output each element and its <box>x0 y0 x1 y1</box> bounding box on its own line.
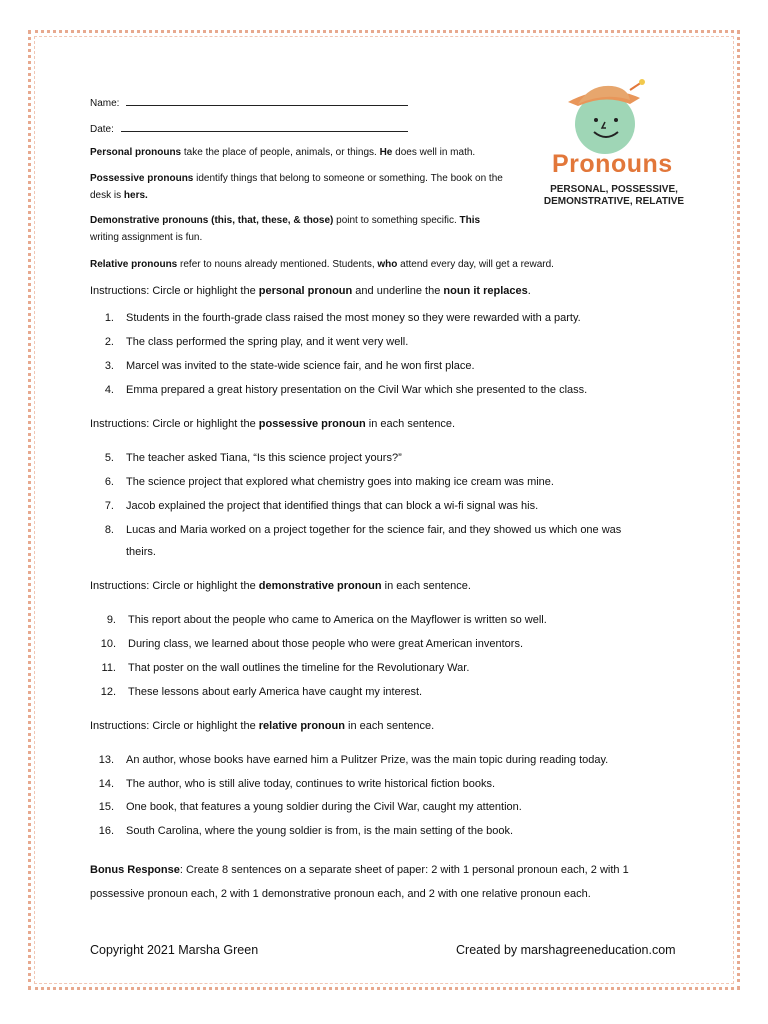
list-item: 11. That poster on the wall outlines the timeline for the Revolutionary War. <box>101 662 470 674</box>
instructions-personal: Instructions: Circle or highlight the personal pronoun and underline the noun it replaces. <box>90 285 531 297</box>
date-label: Date: <box>90 124 114 135</box>
logo-title: Pronouns <box>552 150 673 178</box>
list-item: 13. An author, whose books have earned him a Pulitzer Prize, was the main topic during reading today. <box>98 754 609 766</box>
name-label: Name: <box>90 98 120 109</box>
instructions-possessive: Instructions: Circle or highlight the possessive pronoun in each sentence. <box>90 418 456 430</box>
date-line[interactable] <box>121 121 408 132</box>
date-field[interactable] <box>90 121 408 135</box>
definition-possessive: Possessive pronouns identify things that belong to someone or something. The book on the desk is hers. <box>90 173 503 201</box>
logo-subtitle: PERSONAL, POSSESSIVE, DEMONSTRATIVE, RELATIVE <box>543 184 685 207</box>
name-line[interactable] <box>126 95 408 106</box>
list-item: 15. One book, that features a young soldier during the Civil War, caught my attention. <box>98 801 522 813</box>
copyright-text: Copyright 2021 Marsha Green <box>90 943 259 957</box>
list-item: 14. The author, who is still alive today, continues to write historical fiction books. <box>98 778 496 790</box>
list-item: 8. Lucas and Maria worked on a project together for the science fair, and they showed us which one was <box>104 524 622 536</box>
definition-demonstrative: Demonstrative pronouns (this, that, these, & those) point to something specific. This writing assignment is fun. <box>90 215 481 243</box>
list-item: 10. During class, we learned about those people who were great American inventors. <box>100 638 524 650</box>
list-item: 6. The science project that explored what chemistry goes into making ice cream was mine. <box>104 476 554 488</box>
list-item: 4. Emma prepared a great history presentation on the Civil War which she presented to the class. <box>104 384 588 396</box>
definition-personal: Personal pronouns take the place of people, animals, or things. He does well in math. <box>90 147 476 158</box>
definition-relative: Relative pronouns refer to nouns already mentioned. Students, who attend every day, will get a reward. <box>90 259 554 270</box>
list-item: 2. The class performed the spring play, and it went very well. <box>104 336 409 348</box>
list-item: 3. Marcel was invited to the state-wide science fair, and he won first place. <box>104 360 475 372</box>
instructions-demonstrative: Instructions: Circle or highlight the demonstrative pronoun in each sentence. <box>90 580 471 592</box>
list-item: 9. This report about the people who came to America on the Mayflower is written so well. <box>106 614 547 626</box>
list-item-continued: theirs. <box>126 546 156 558</box>
bonus-response: Bonus Response: Create 8 sentences on a separate sheet of paper: 2 with 1 personal pronoun each, 2 with 1 possessive pronoun each, 2 with 1 demonstrative pronoun each, and 2 with one relative pronoun each. <box>90 864 629 900</box>
list-item: 12. These lessons about early America have caught my interest. <box>100 686 423 698</box>
list-item: 1. Students in the fourth-grade class raised the most money so they were rewarded with a party. <box>104 312 581 324</box>
list-item: 16. South Carolina, where the young soldier is from, is the main setting of the book. <box>98 825 514 837</box>
list-item: 7. Jacob explained the project that identified things that can block a wi-fi signal was his. <box>104 500 539 512</box>
name-field[interactable] <box>90 95 408 109</box>
created-by-text: Created by marshagreeneducation.com <box>456 943 676 957</box>
pronoun-character-icon <box>560 76 660 156</box>
list-item: 5. The teacher asked Tiana, “Is this science project yours?” <box>104 452 402 464</box>
instructions-relative: Instructions: Circle or highlight the relative pronoun in each sentence. <box>90 720 435 732</box>
